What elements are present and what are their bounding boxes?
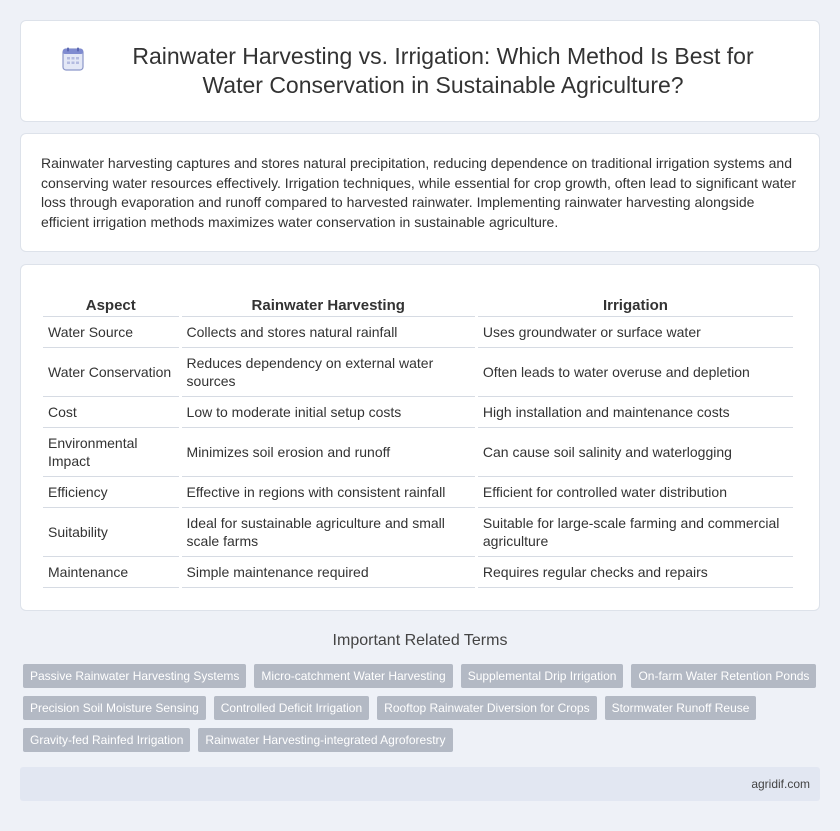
- header-aspect: Aspect: [43, 291, 179, 317]
- cell-aspect: Water Conservation: [43, 348, 179, 397]
- cell-rainwater: Collects and stores natural rainfall: [182, 317, 475, 348]
- comparison-table: [40, 291, 796, 588]
- cell-irrigation: Requires regular checks and repairs: [478, 557, 793, 588]
- page-title: Rainwater Harvesting vs. Irrigation: Which Method Is Best for Water Conservation in Sustainable Agriculture?: [132, 43, 754, 98]
- footer: [20, 767, 820, 801]
- table-row: [43, 477, 793, 508]
- cell-aspect: Efficiency: [43, 477, 179, 508]
- cell-rainwater: Ideal for sustainable agriculture and small scale farms: [182, 508, 475, 557]
- related-tag[interactable]: Controlled Deficit Irrigation: [214, 696, 369, 720]
- cell-rainwater: Low to moderate initial setup costs: [182, 397, 475, 428]
- related-tag[interactable]: Stormwater Runoff Reuse: [605, 696, 757, 720]
- cell-aspect: Water Source: [43, 317, 179, 348]
- table-row: [43, 397, 793, 428]
- related-tag[interactable]: Passive Rainwater Harvesting Systems: [23, 664, 246, 688]
- related-tag[interactable]: Rooftop Rainwater Diversion for Crops: [377, 696, 596, 720]
- cell-rainwater: Effective in regions with consistent rainfall: [182, 477, 475, 508]
- related-tag[interactable]: Gravity-fed Rainfed Irrigation: [23, 728, 190, 752]
- cell-irrigation: High installation and maintenance costs: [478, 397, 793, 428]
- related-tag[interactable]: On-farm Water Retention Ponds: [631, 664, 816, 688]
- header-rainwater-harvesting: Rainwater Harvesting: [182, 291, 475, 317]
- cell-rainwater: Simple maintenance required: [182, 557, 475, 588]
- related-tag[interactable]: Supplemental Drip Irrigation: [461, 664, 624, 688]
- cell-rainwater: Reduces dependency on external water sources: [182, 348, 475, 397]
- intro-paragraph: Rainwater harvesting captures and stores natural precipitation, reducing dependence on traditional irrigation systems and conserving water resources effectively. Irrigation techniques, while essential for crop growth, often lead to significant water loss through evaporation and runoff compared to harvested rainwater. Implementing rainwater harvesting alongside efficient irrigation methods maximizes water conservation in sustainable agriculture.: [41, 155, 797, 230]
- cell-aspect: Cost: [43, 397, 179, 428]
- cell-irrigation: Can cause soil salinity and waterlogging: [478, 428, 793, 477]
- header-irrigation: Irrigation: [478, 291, 793, 317]
- cell-aspect: Suitability: [43, 508, 179, 557]
- cell-aspect: Maintenance: [43, 557, 179, 588]
- cell-irrigation: Often leads to water overuse and depletion: [478, 348, 793, 397]
- table-row: [43, 317, 793, 348]
- related-tag[interactable]: Micro-catchment Water Harvesting: [254, 664, 452, 688]
- comparison-card: [20, 264, 820, 611]
- footer-site-link[interactable]: agridif.com: [751, 777, 810, 791]
- cell-irrigation: Uses groundwater or surface water: [478, 317, 793, 348]
- related-terms-title: Important Related Terms: [332, 632, 508, 649]
- related-terms-tags: [23, 664, 823, 752]
- table-row: [43, 557, 793, 588]
- cell-irrigation: Suitable for large-scale farming and commercial agriculture: [478, 508, 793, 557]
- table-row: [43, 348, 793, 397]
- table-row: [43, 508, 793, 557]
- related-tag[interactable]: Rainwater Harvesting-integrated Agroforestry: [198, 728, 452, 752]
- cell-aspect: Environmental Impact: [43, 428, 179, 477]
- document-icon: [60, 46, 86, 72]
- header-card: [20, 20, 820, 122]
- cell-irrigation: Efficient for controlled water distribution: [478, 477, 793, 508]
- table-row: [43, 428, 793, 477]
- cell-rainwater: Minimizes soil erosion and runoff: [182, 428, 475, 477]
- related-tag[interactable]: Precision Soil Moisture Sensing: [23, 696, 206, 720]
- intro-card: [20, 133, 820, 252]
- table-header-row: [43, 291, 793, 317]
